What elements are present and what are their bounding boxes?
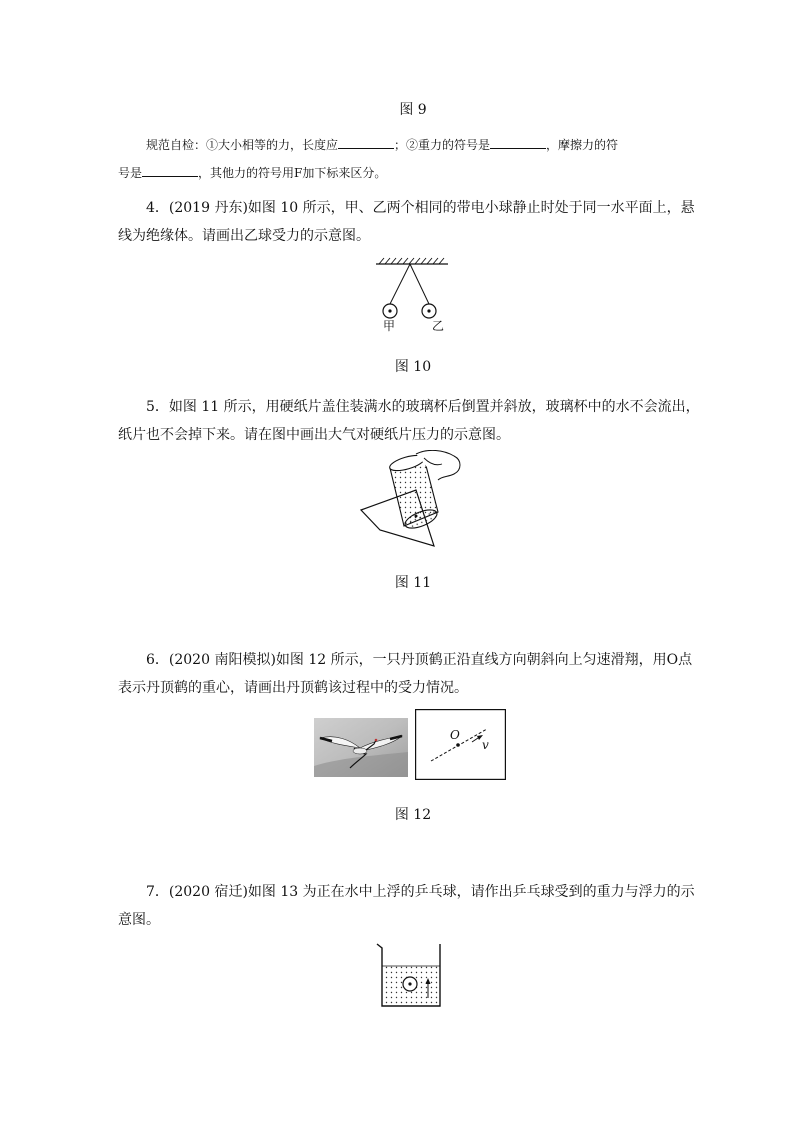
fig10-caption: 图 10 [394,359,432,375]
self-check-mid: ；②重力的符号是 [394,138,491,152]
blank-3[interactable] [142,164,198,177]
fig12-caption: 图 12 [394,807,432,823]
self-check-line1 [146,131,706,159]
self-check-mid2: ，摩擦力的符 [546,138,619,152]
fig9-caption: 图 9 [399,102,427,118]
fig11-caption: 图 11 [394,575,432,591]
q7-line2: 意图。 [118,912,160,928]
fig12-force-diagram [415,709,506,780]
label-v: v [482,738,489,752]
label-o: O [450,728,460,742]
fig11-diagram [358,450,464,550]
label-yi: 乙 [432,319,445,333]
self-check-line2 [118,159,678,187]
blank-2[interactable] [490,136,546,149]
q6-line1: 6．(2020 南阳模拟)如图 12 所示，一只丹顶鹤正沿直线方向朝斜向上匀速滑翔，用O点 [146,652,693,668]
q5-line2: 纸片也不会掉下来。请在图中画出大气对硬纸片压力的示意图。 [118,427,510,443]
self-check-line2-suffix: ，其他力的符号用F加下标来区分。 [198,166,387,180]
label-jia: 甲 [383,319,396,333]
q4-line1: 4．(2019 丹东)如图 10 所示，甲、乙两个相同的带电小球静止时处于同一水平面上，悬 [146,200,695,216]
fig13-beaker [374,940,448,1010]
q6-line2: 表示丹顶鹤的重心，请画出丹顶鹤该过程中的受力情况。 [118,680,468,696]
q7-line1: 7．(2020 宿迁)如图 13 为正在水中上浮的乒乓球，请作出乒乓球受到的重力与浮力的示 [146,884,695,900]
self-check-prefix: 规范自检：①大小相等的力，长度应 [146,138,339,152]
q5-line1: 5．如图 11 所示，用硬纸片盖住装满水的玻璃杯后倒置并斜放，玻璃杯中的水不会流出， [146,399,700,415]
crane-photo [314,718,408,777]
self-check-line2-prefix: 号是 [118,166,143,180]
blank-1[interactable] [338,136,394,149]
q4-line2: 线为绝缘体。请画出乙球受力的示意图。 [118,228,370,244]
